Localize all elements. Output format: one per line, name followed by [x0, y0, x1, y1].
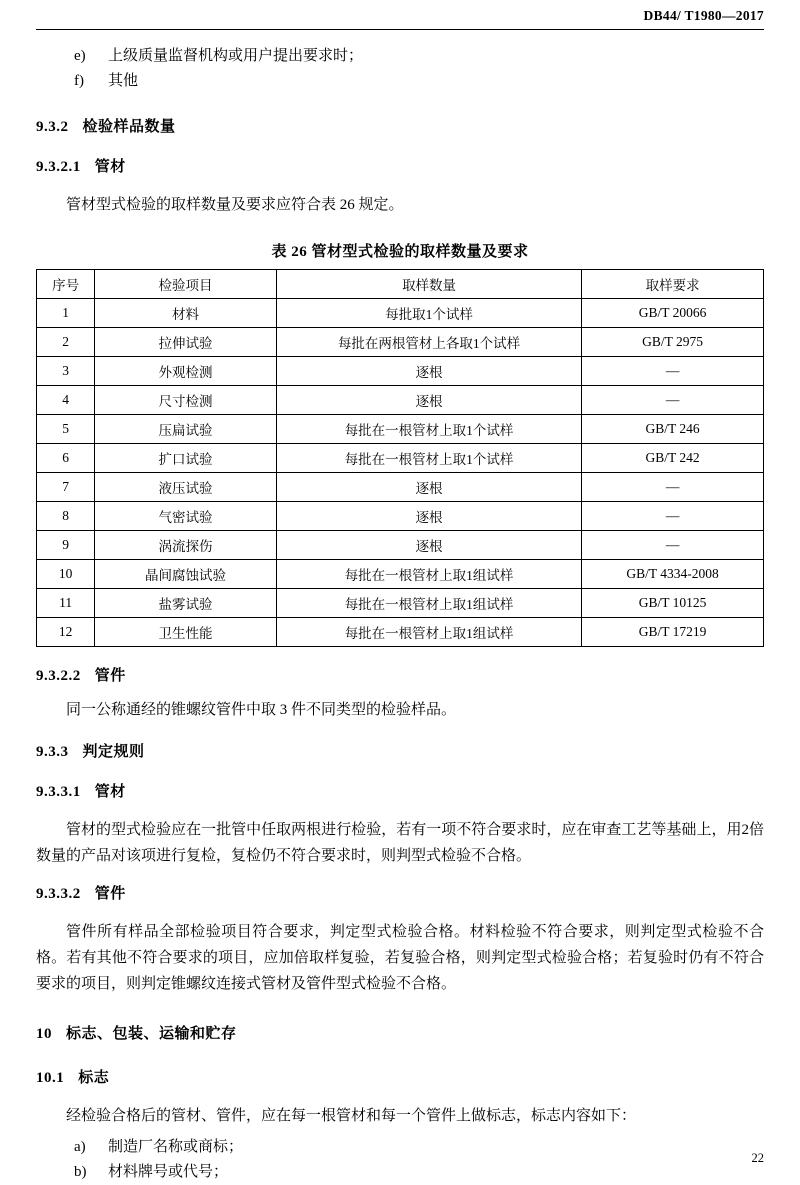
table-row [37, 386, 764, 415]
section-number: 9.3.3.1 [36, 784, 81, 800]
list-item [36, 44, 764, 69]
paragraph-9-3-3-2: 管件所有样品全部检验项目符合要求，判定型式检验合格。材料检验不符合要求，则判定型式检验不合格。若有其他不符合要求的项目，应加倍取样复验，若复验合格，则判定型式检验合格；若复验时仍有不符合要求的项目，则判定锥螺纹连接式管材及管件型式检验不合格。 [36, 924, 764, 992]
paragraph-9-3-2-2: 同一公称通经的锥螺纹管件中取 3 件不同类型的检验样品。 [66, 702, 457, 718]
cell-item: 压扁试验 [95, 415, 277, 444]
table-caption: 表 26 管材型式检验的取样数量及要求 [271, 244, 529, 260]
cell-quantity: 逐根 [276, 531, 581, 560]
list-text: 上级质量监督机构或用户提出要求时； [108, 48, 364, 64]
section-number: 9.3.2.2 [36, 668, 81, 684]
table-row [37, 357, 764, 386]
cell-quantity: 每批在一根管材上取1组试样 [276, 618, 581, 647]
list-text: 材料牌号或代号； [108, 1164, 229, 1180]
column-header-quantity: 取样数量 [276, 270, 581, 299]
table-row [37, 618, 764, 647]
section-title: 判定规则 [82, 744, 145, 760]
paragraph-9-3-3-1: 管材的型式检验应在一批管中任取两根进行检验，若有一项不符合要求时，应在审查工艺等基础上，用2倍数量的产品对该项进行复检，复检仍不符合要求时，则判型式检验不合格。 [36, 822, 764, 864]
cell-index: 10 [37, 560, 95, 589]
standard-code: DB44/ T1980—2017 [643, 8, 764, 23]
cell-index: 11 [37, 589, 95, 618]
page-header [36, 0, 764, 34]
table-row [37, 328, 764, 357]
cell-index: 4 [37, 386, 95, 415]
cell-item: 尺寸检测 [95, 386, 277, 415]
cell-requirement: — [582, 531, 764, 560]
section-title: 管材 [94, 784, 126, 800]
cell-requirement: — [582, 502, 764, 531]
list-text: 制造厂名称或商标； [108, 1139, 244, 1155]
cell-index: 8 [37, 502, 95, 531]
cell-index: 5 [37, 415, 95, 444]
section-heading-9-3-2-2 [36, 665, 764, 687]
section-heading-9-3-2 [36, 116, 764, 138]
section-number: 10.1 [36, 1070, 65, 1086]
table-row [37, 299, 764, 328]
section-heading-9-3-3 [36, 741, 764, 763]
sampling-requirements-table [36, 269, 764, 647]
cell-requirement: GB/T 10125 [582, 589, 764, 618]
cell-item: 涡流探伤 [95, 531, 277, 560]
cell-requirement: GB/T 246 [582, 415, 764, 444]
paragraph-10-1: 经检验合格后的管材、管件，应在每一根管材和每一个管件上做标志，标志内容如下： [66, 1108, 637, 1124]
cell-index: 9 [37, 531, 95, 560]
cell-item: 液压试验 [95, 473, 277, 502]
section-title: 管件 [94, 886, 126, 902]
list-marker: f) [74, 73, 84, 89]
cell-index: 7 [37, 473, 95, 502]
cell-requirement: GB/T 4334-2008 [582, 560, 764, 589]
list-marker: e) [74, 48, 86, 64]
section-heading-9-3-3-1 [36, 781, 764, 803]
cell-requirement: GB/T 17219 [582, 618, 764, 647]
page-number: 22 [751, 1151, 764, 1165]
list-item [36, 1160, 764, 1185]
cell-quantity: 每批在一根管材上取1组试样 [276, 589, 581, 618]
cell-quantity: 逐根 [276, 357, 581, 386]
list-text: 其他 [108, 73, 139, 89]
cell-quantity: 每批在一根管材上取1个试样 [276, 415, 581, 444]
cell-requirement: — [582, 386, 764, 415]
cell-quantity: 逐根 [276, 502, 581, 531]
list-item [36, 69, 764, 94]
table-header-row [37, 270, 764, 299]
cell-item: 卫生性能 [95, 618, 277, 647]
section-heading-10 [36, 1023, 764, 1045]
paragraph-9-3-2-1: 管材型式检验的取样数量及要求应符合表 26 规定。 [66, 197, 404, 213]
column-header-item: 检验项目 [95, 270, 277, 299]
section-heading-10-1 [36, 1067, 764, 1089]
cell-quantity: 每批在一根管材上取1个试样 [276, 444, 581, 473]
section-title: 标志 [78, 1070, 110, 1086]
table-row [37, 589, 764, 618]
table-row [37, 415, 764, 444]
cell-index: 6 [37, 444, 95, 473]
section-heading-9-3-3-2 [36, 883, 764, 905]
table-row [37, 531, 764, 560]
section-heading-9-3-2-1 [36, 156, 764, 178]
cell-requirement: — [582, 357, 764, 386]
section-number: 9.3.2.1 [36, 159, 81, 175]
cell-item: 材料 [95, 299, 277, 328]
table-row [37, 502, 764, 531]
section-title: 管件 [94, 668, 126, 684]
section-number: 9.3.2 [36, 119, 69, 135]
cell-requirement: — [582, 473, 764, 502]
cell-quantity: 每批取1个试样 [276, 299, 581, 328]
column-header-requirement: 取样要求 [582, 270, 764, 299]
cell-item: 外观检测 [95, 357, 277, 386]
table-row [37, 560, 764, 589]
list-marker: b) [74, 1164, 87, 1180]
section-title: 标志、包装、运输和贮存 [66, 1026, 237, 1042]
cell-quantity: 逐根 [276, 473, 581, 502]
section-number: 10 [36, 1026, 52, 1042]
cell-item: 盐雾试验 [95, 589, 277, 618]
table-row [37, 444, 764, 473]
section-number: 9.3.3.2 [36, 886, 81, 902]
list-item [36, 1135, 764, 1160]
cell-item: 气密试验 [95, 502, 277, 531]
section-title: 管材 [94, 159, 126, 175]
cell-item: 扩口试验 [95, 444, 277, 473]
cell-requirement: GB/T 2975 [582, 328, 764, 357]
cell-requirement: GB/T 242 [582, 444, 764, 473]
cell-quantity: 逐根 [276, 386, 581, 415]
cell-item: 晶间腐蚀试验 [95, 560, 277, 589]
cell-requirement: GB/T 20066 [582, 299, 764, 328]
cell-quantity: 每批在两根管材上各取1个试样 [276, 328, 581, 357]
column-header-index: 序号 [37, 270, 95, 299]
section-title: 检验样品数量 [82, 119, 176, 135]
cell-index: 12 [37, 618, 95, 647]
table-row [37, 473, 764, 502]
section-number: 9.3.3 [36, 744, 69, 760]
list-marker: a) [74, 1139, 86, 1155]
cell-index: 2 [37, 328, 95, 357]
header-divider [36, 29, 764, 30]
cell-quantity: 每批在一根管材上取1组试样 [276, 560, 581, 589]
cell-index: 3 [37, 357, 95, 386]
cell-item: 拉伸试验 [95, 328, 277, 357]
cell-index: 1 [37, 299, 95, 328]
